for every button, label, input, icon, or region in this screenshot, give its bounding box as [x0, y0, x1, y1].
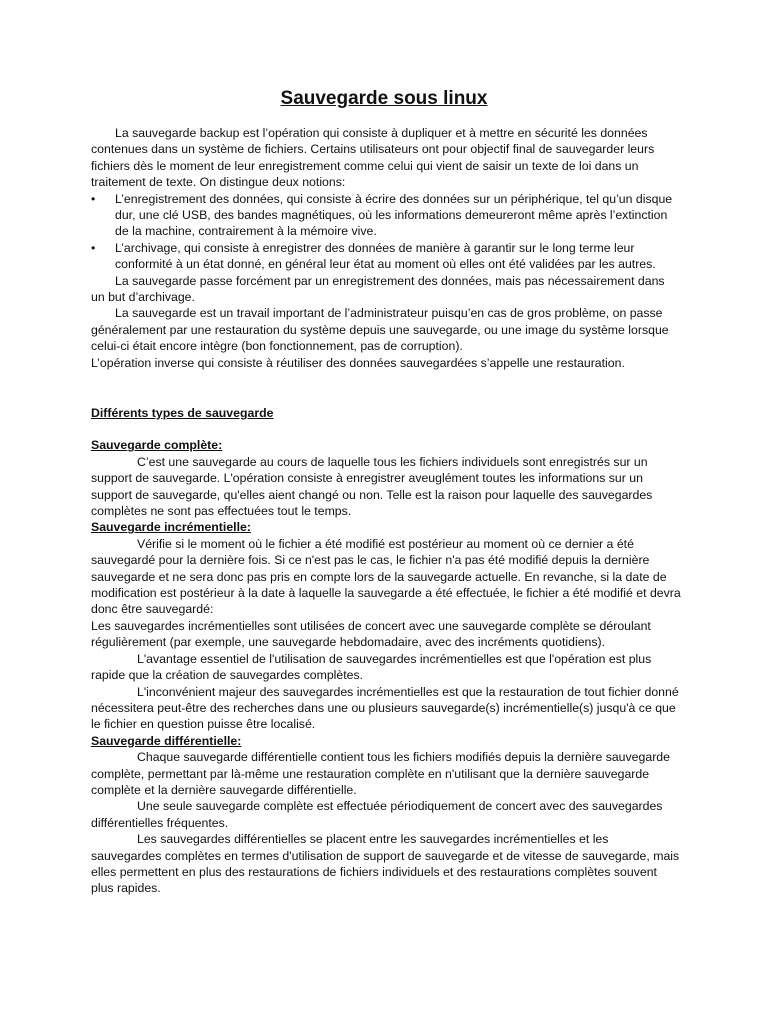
- intro-paragraph: La sauvegarde backup est l’opération qui consiste à dupliquer et à mettre en sécurité les données contenues dans un système de fichiers. Certains utilisateurs ont pour objectif final de sauvegarder leurs fichiers dès le moment de leur enregistrement comme celui qui vient de saisir un texte de loi dans un traitement de texte. On distingue deux notions:: [91, 126, 655, 190]
- bullet-icon: •: [91, 240, 96, 255]
- body-paragraph: Vérifie si le moment où le fichier a été modifié est postérieur au moment où ce dernier a été sauvegardé pour la dernière fois. Si ce n'est pas le cas, le fichier n'a pas été modifié depuis la dernière sauvegarde et ne sera donc pas pris en compte lors de la sauvegarde actuelle. En revanche, si la date de modification est postérieur à la date à laquelle la sauvegarde a été effectuée, le fichier a été modifié et devra donc être sauvegardé:: [91, 536, 681, 617]
- intro-paragraph: La sauvegarde passe forcément par un enregistrement des données, mais pas nécessairement dans un but d’archivage.: [91, 273, 665, 305]
- body-paragraph: L'avantage essentiel de l'utilisation de sauvegardes incrémentielles est que l'opération est plus rapide que la création de sauvegardes complètes.: [91, 651, 652, 683]
- body-paragraph: C’est une sauvegarde au cours de laquelle tous les fichiers individuels sont enregistrés sur un support de sauvegarde. L'opération consiste à enregistrer aveuglément toutes les informations sur un support de sauvegarde, qu'elles aient changé ou non. Telle est la raison pour laquelle des sauvegardes complètes ne sont pas effectuées tout le temps.: [91, 454, 653, 519]
- body-paragraph: Une seule sauvegarde complète est effectuée périodiquement de concert avec des sauvegardes différentielles fréquentes.: [91, 799, 663, 830]
- body-paragraph: L'inconvénient majeur des sauvegardes incrémentielles est que la restauration de tout fichier donné nécessitera peut-être des recherches dans une ou plusieurs sauvegarde(s) incrémentielle(s) jusqu'à ce que le fichier en question puisse être localisé.: [91, 684, 679, 732]
- page-title: Sauvegarde sous linux: [280, 88, 488, 109]
- intro-paragraph: L’opération inverse qui consiste à réutiliser des données sauvegardées s’appelle une restauration.: [91, 355, 625, 370]
- bullet-text: L’enregistrement des données, qui consiste à écrire des données sur un périphérique, tel qu’un disque dur, une clé USB, des bandes magnétiques, où les informations demeureront même après l’extinction de la machine, contrairement à la mémoire vive.: [115, 191, 673, 239]
- intro-section: [91, 125, 681, 371]
- subsection-heading-differential: Sauvegarde différentielle:: [91, 733, 242, 748]
- intro-paragraph: La sauvegarde est un travail important de l’administrateur puisqu’en cas de gros problème, on passe généralement par une restauration du système depuis une sauvegarde, ou une image du système lorsque celui-ci était encore intègre (bon fonctionnement, pas de corruption).: [91, 306, 669, 354]
- body-paragraph: Les sauvegardes incrémentielles sont utilisées de concert avec une sauvegarde complète se déroulant régulièrement (par exemple, une sauvegarde hebdomadaire, avec des incréments quotidiens).: [91, 618, 651, 650]
- bullet-item: [91, 191, 681, 240]
- bullet-item: [91, 240, 681, 273]
- bullet-icon: •: [91, 191, 96, 206]
- bullet-text: L’archivage, qui consiste à enregistrer des données de manière à garantir sur le long terme leur conformité à un état donné, en général leur état au moment où elles ont été validées par les autres.: [115, 240, 656, 272]
- types-section: [91, 405, 681, 897]
- body-paragraph: Les sauvegardes différentielles se placent entre les sauvegardes incrémentielles et les sauvegardes complètes en termes d'utilisation de support de sauvegarde et de vitesse de sauvegarde, mais elles permettent en plus des restaurations de fichiers individuels et des restaurations complètes souvent plus rapides.: [91, 832, 680, 896]
- subsection-heading-incremental: Sauvegarde incrémentielle:: [91, 520, 251, 535]
- section-heading: Différents types de sauvegarde: [91, 406, 274, 420]
- body-paragraph: Chaque sauvegarde différentielle contient tous les fichiers modifiés depuis la dernière sauvegarde complète, permettant par là-même une restauration complète en n'utilisant que la dernière sauvegarde complète et la dernière sauvegarde différentielle.: [91, 750, 670, 797]
- subsection-heading-complete: Sauvegarde complète:: [91, 438, 223, 453]
